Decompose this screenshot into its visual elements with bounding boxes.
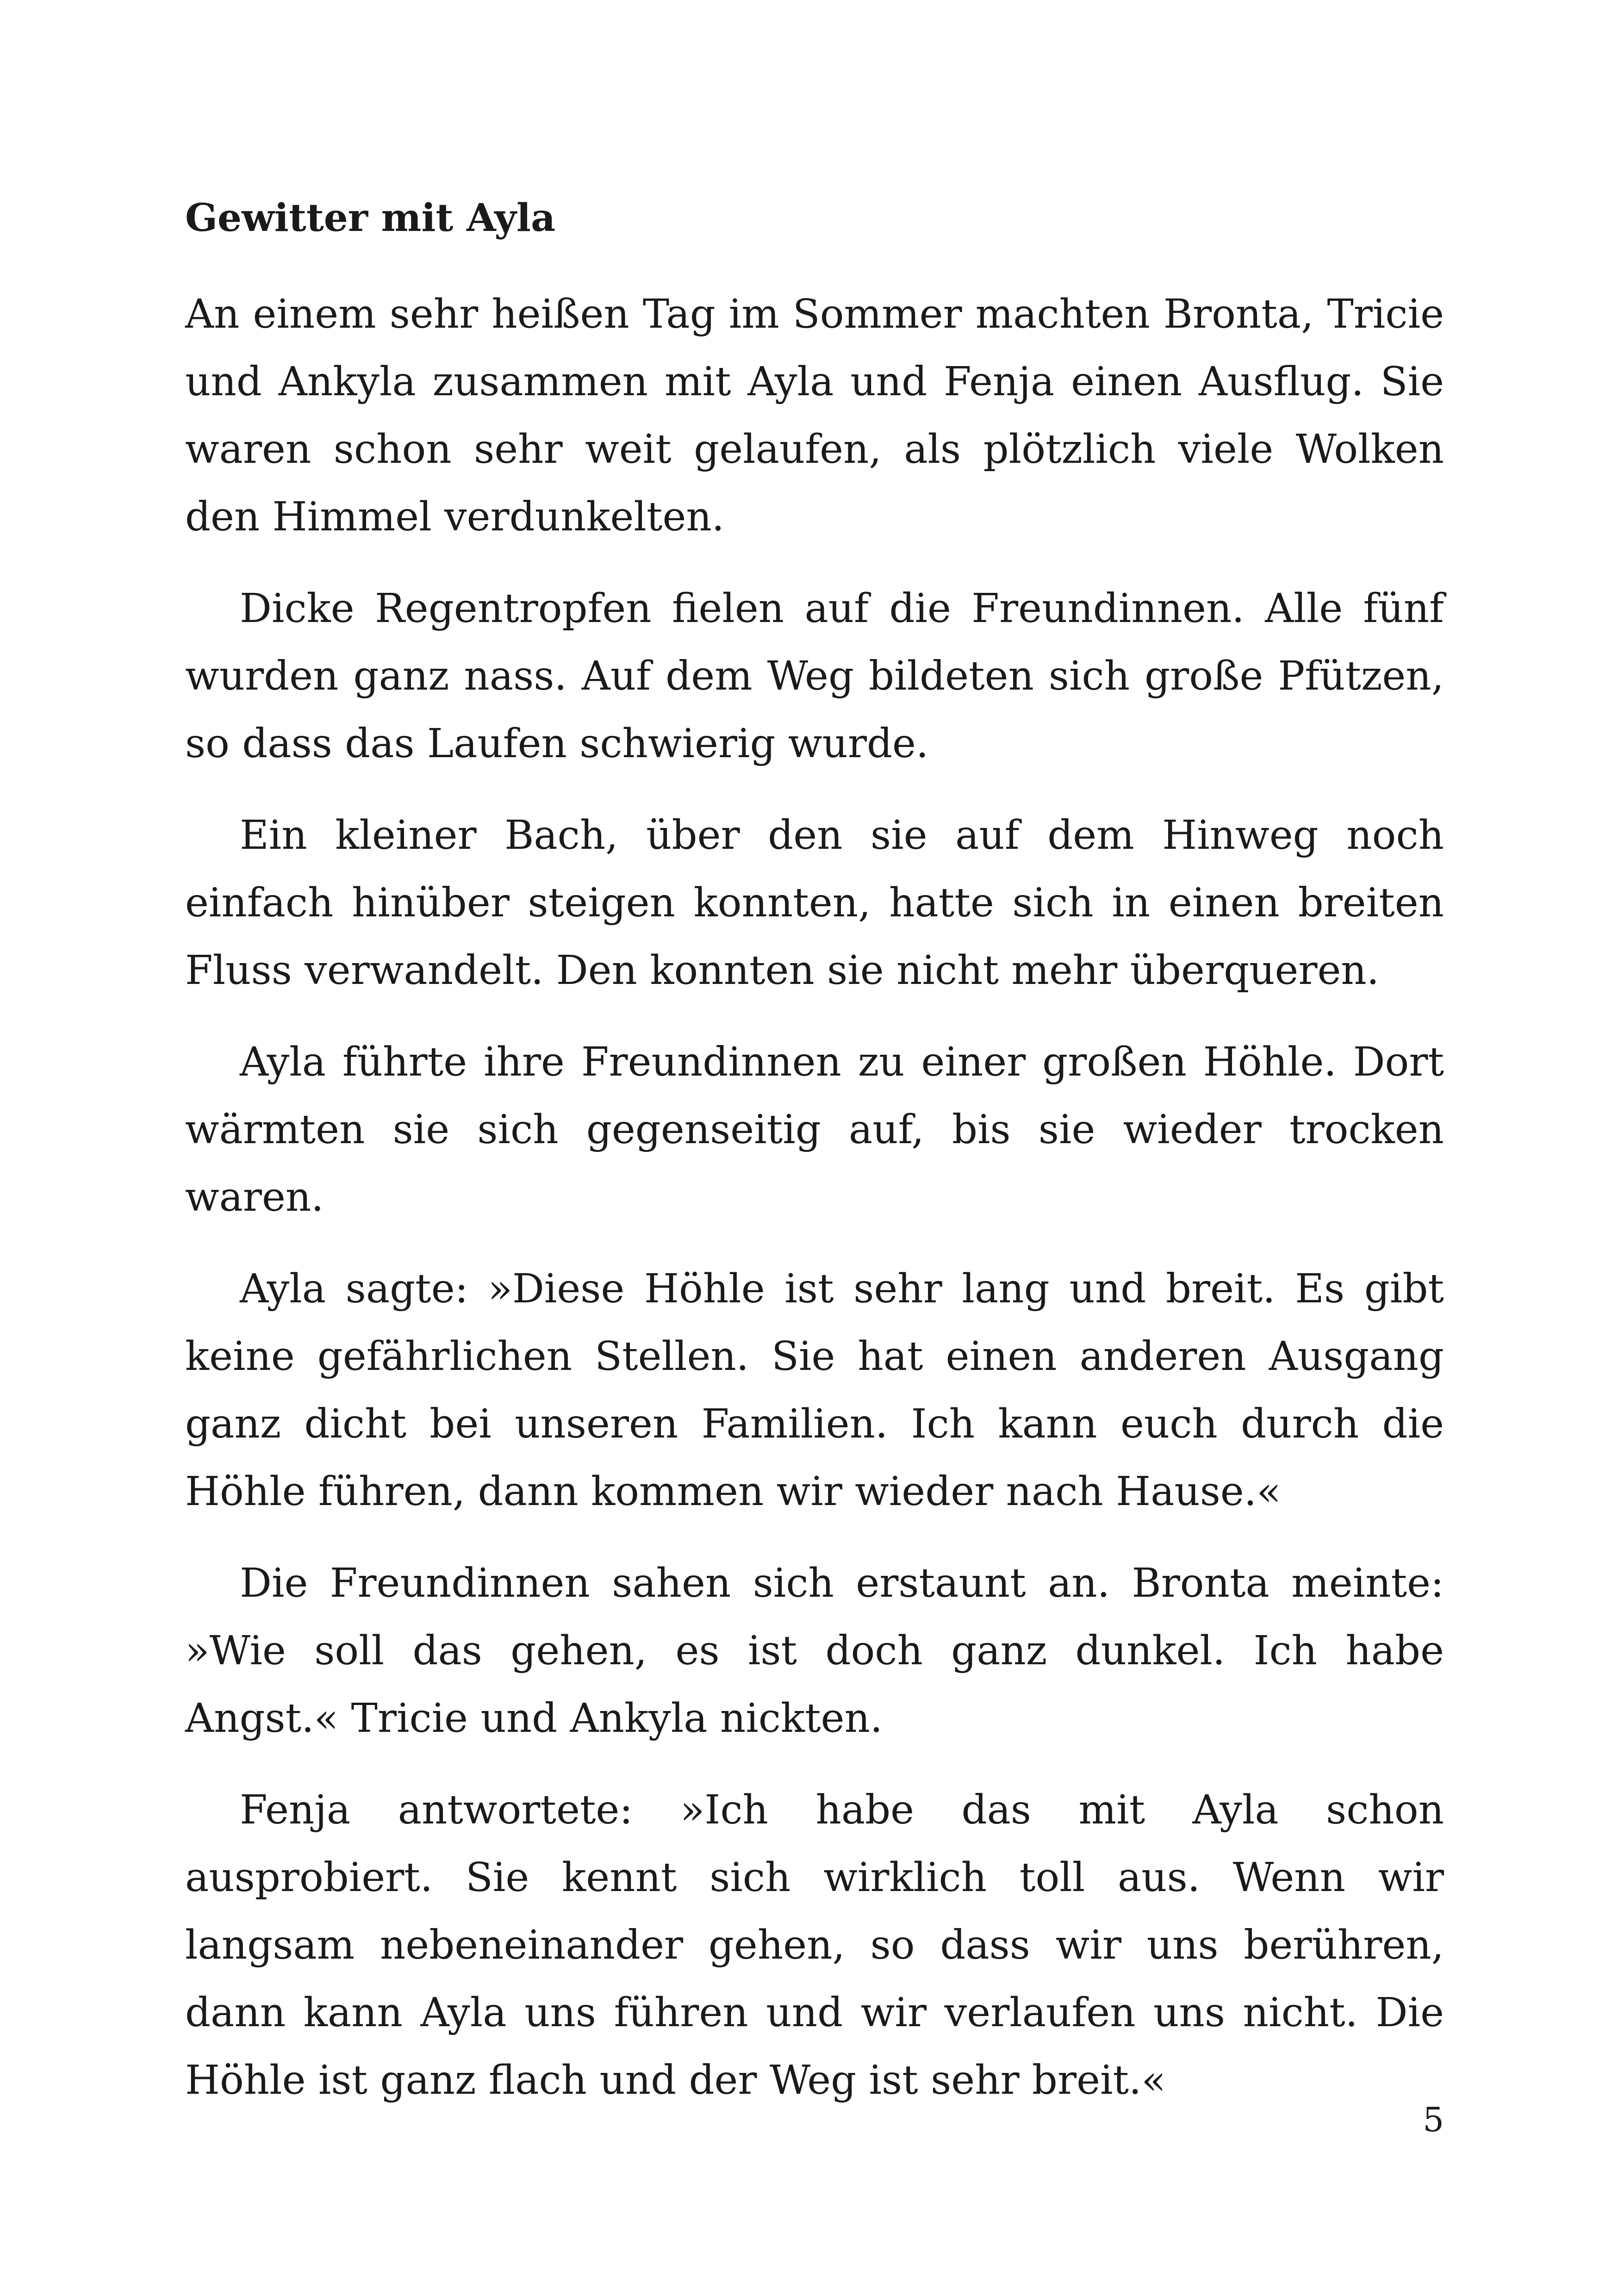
paragraph-2: Dicke Regentropfen fielen auf die Freundinnen. Alle fünf wurden ganz nass. Auf dem Weg bildeten sich große Pfützen, so dass das Laufen schwierig wurde. — [185, 585, 1444, 767]
paragraph-4: Ayla führte ihre Freundinnen zu einer großen Höhle. Dort wärmten sie sich gegenseitig auf, bis sie wieder trocken waren. — [185, 1039, 1444, 1220]
page-number: 5 — [1423, 2100, 1444, 2139]
paragraph-5: Ayla sagte: »Diese Höhle ist sehr lang und breit. Es gibt keine gefährlichen Stellen. Sie hat einen anderen Ausgang ganz dicht bei unseren Familien. Ich kann euch durch die Höhle führen, dann kommen wir wieder nach Hause.« — [185, 1266, 1444, 1515]
paragraph-6: Die Freundinnen sahen sich erstaunt an. Bronta meinte: »Wie soll das gehen, es ist doch ganz dunkel. Ich habe Angst.« Tricie und Ankyla nickten. — [185, 1560, 1444, 1742]
paragraph-7: Fenja antwortete: »Ich habe das mit Ayla schon ausprobiert. Sie kennt sich wirklich toll aus. Wenn wir langsam nebeneinander gehen, so dass wir uns berühren, dann kann Ayla uns führen und wir verlaufen uns nicht. Die Höhle ist ganz flach und der Weg ist sehr breit.« — [185, 1787, 1444, 2103]
chapter-title: Gewitter mit Ayla — [185, 196, 556, 240]
paragraph-3: Ein kleiner Bach, über den sie auf dem Hinweg noch einfach hinüber steigen konnten, hatte sich in einen breiten Fluss verwandelt. Den konnten sie nicht mehr überqueren. — [185, 812, 1444, 994]
paragraph-1: An einem sehr heißen Tag im Sommer machten Bronta, Tricie und Ankyla zusammen mit Ayla und Fenja einen Ausflug. Sie waren schon sehr weit gelaufen, als plötzlich viele Wolken den Himmel verdunkelten. — [185, 291, 1444, 540]
page-body — [185, 185, 1444, 2138]
